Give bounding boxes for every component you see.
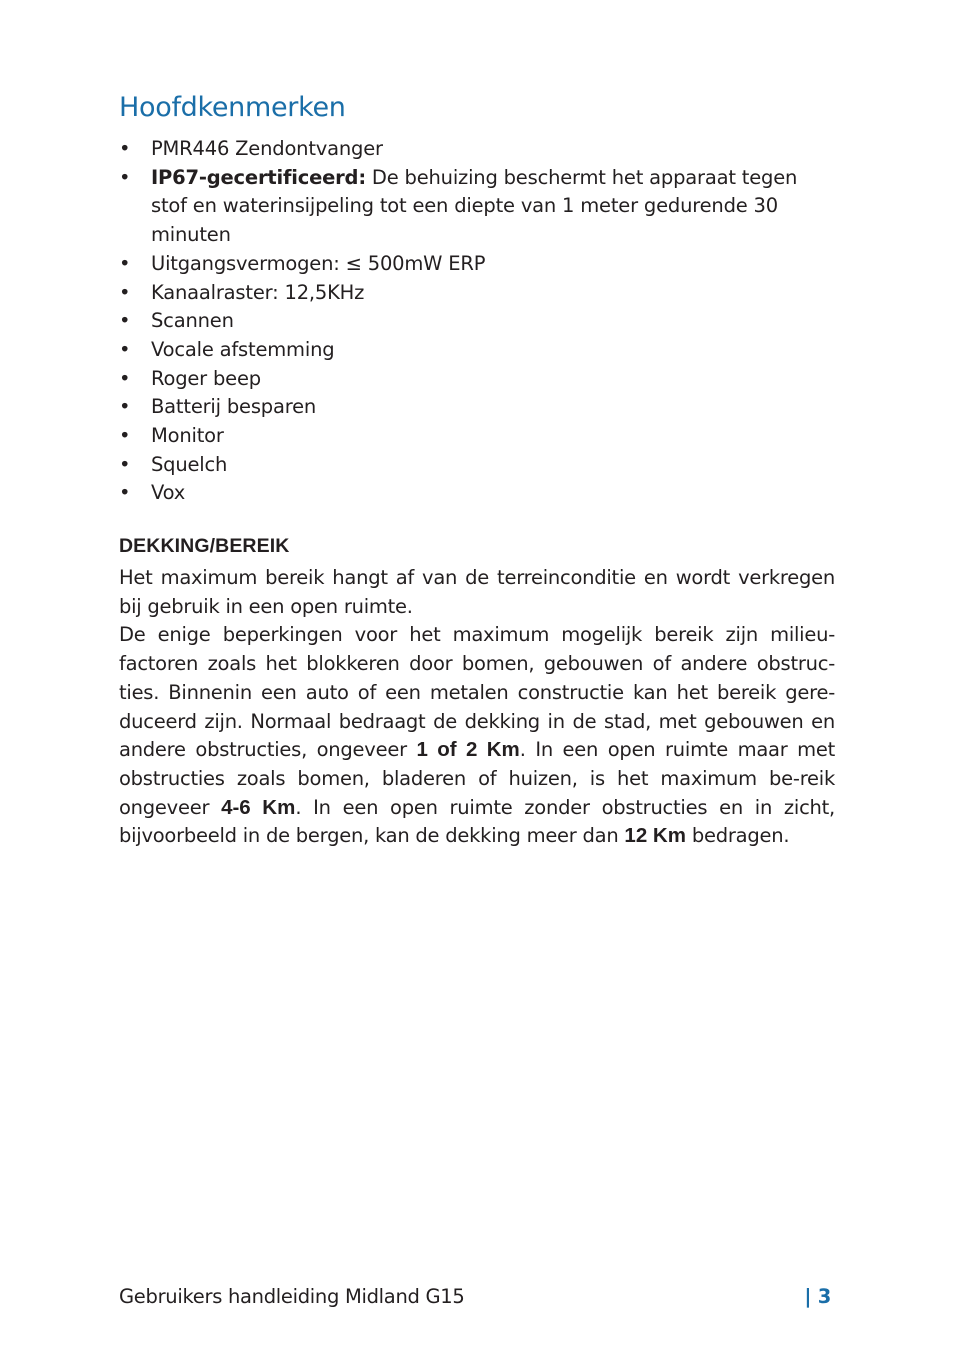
feature-item [119, 336, 835, 365]
feature-text: Squelch [151, 452, 228, 476]
bullet: • [119, 309, 131, 333]
bullet: • [119, 280, 131, 304]
feature-item [119, 479, 835, 508]
feature-text: Vox [151, 481, 186, 505]
feature-item [119, 279, 835, 308]
feature-text: Vocale afstemming [151, 337, 335, 361]
feature-item [119, 250, 835, 279]
feature-text: De behuizing beschermt het apparaat tegen stof en waterinsijpeling tot een diepte van 1 meter gedurende 30 minuten [151, 165, 798, 247]
bullet: • [119, 481, 131, 505]
feature-text: Scannen [151, 309, 234, 333]
coverage-text: bedragen. [685, 824, 790, 848]
bullet: • [119, 251, 131, 275]
feature-text: Monitor [151, 424, 224, 448]
coverage-body [119, 564, 835, 851]
feature-text: Uitgangsvermogen: ≤ 500mW ERP [151, 251, 486, 275]
page-heading: Hoofdkenmerken [119, 92, 346, 123]
range-open-value: 12 Km [624, 824, 686, 848]
coverage-text: De enige beperkingen voor het maximum mogelijk bereik zijn milieu-factoren zoals het blokkeren door bomen, gebouwen of andere obstruc-ties. Binnenin een auto of een metalen constructie kan het bereik gere-duceerd zijn. Normaal bedraagt de dekking in de stad, met gebouwen en andere obstructies, ongeveer [119, 623, 835, 762]
coverage-text: . In een open ruimte zonder obstructies en in zicht, bijvoorbeeld in de bergen, kan de dekking meer dan [119, 795, 835, 848]
feature-item [119, 307, 835, 336]
range-city-value: 1 of 2 Km [416, 738, 520, 762]
bullet: • [119, 395, 131, 419]
range-obstructed-value: 4-6 Km [221, 795, 296, 819]
feature-item [119, 135, 835, 164]
bullet: • [119, 452, 131, 476]
coverage-paragraph-2 [119, 621, 835, 851]
bullet: • [119, 337, 131, 361]
feature-item [119, 164, 835, 250]
feature-text: Roger beep [151, 366, 261, 390]
feature-text: Kanaalraster: 12,5KHz [151, 280, 365, 304]
feature-item [119, 451, 835, 480]
feature-item [119, 422, 835, 451]
coverage-paragraph-1: Het maximum bereik hangt af van de terreinconditie en wordt verkregen bij gebruik in een open ruimte. [119, 566, 835, 618]
feature-text: PMR446 Zendontvanger [151, 137, 383, 160]
coverage-text: . In een open ruimte maar met obstructies zoals bomen, bladeren of huizen, is het maximum be-reik ongeveer [119, 738, 835, 819]
bullet: • [119, 165, 131, 189]
feature-text: Batterij besparen [151, 395, 317, 419]
bullet: • [119, 366, 131, 390]
footer-title: Gebruikers handleiding Midland G15 [119, 1285, 465, 1308]
page-number: | 3 [804, 1285, 831, 1308]
feature-bold-label: IP67-gecertificeerd: [151, 165, 366, 189]
bullet: • [119, 137, 131, 160]
feature-item [119, 365, 835, 394]
feature-list [119, 135, 835, 508]
manual-page [119, 0, 835, 1352]
feature-item [119, 393, 835, 422]
coverage-title: DEKKING/BEREIK [119, 535, 290, 557]
bullet: • [119, 424, 131, 448]
